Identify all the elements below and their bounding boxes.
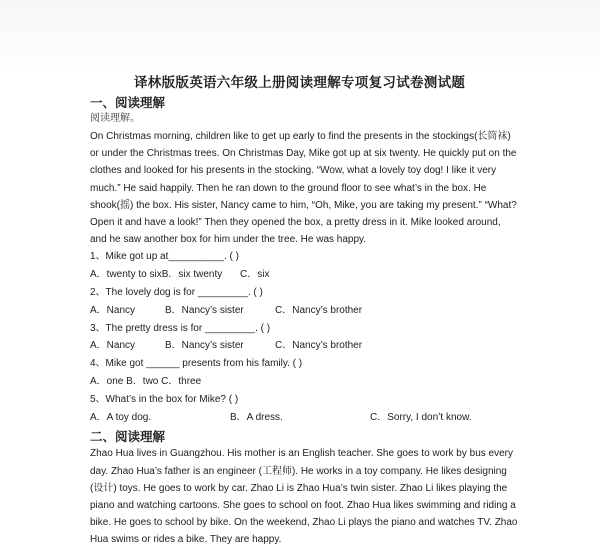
option-a: A．twenty to sixB．six twenty [90,269,223,281]
section-1-heading: 一、阅读理解 [90,95,166,110]
option-a: A．Nancy [90,340,136,352]
passage-line: and he saw another box for him under the tree. He was happy. [90,234,367,246]
passage-line: day. Zhao Hua’s father is an engineer (工程师). He works in a toy company. He likes designing [90,465,507,477]
section-1-instruction: 阅读理解。 [90,113,140,124]
option-c: C．six [240,269,270,281]
passage-line: or under the Christmas trees. On Christmas Day, Mike got up at six twenty. He quickly put on the [90,148,517,160]
option-c: C．Nancy’s brother [275,340,363,352]
option-b: B．A dress. [230,411,283,423]
option-c: C．Sorry, I don’t know. [370,411,472,423]
question-2-options [90,302,582,320]
passage-line: Zhao Hua lives in Guangzhou. His mother is an English teacher. She goes to work by bus every [90,448,514,460]
section-1-questions [90,248,582,426]
question-1-options [90,266,582,284]
section-2-heading: 二、阅读理解 [90,429,166,445]
option-a: A．A toy dog. [90,411,152,423]
passage-line: Hua swims or rides a bike. They are happy. [90,534,282,546]
question-5: 5、What’s in the box for Mike? ( ) [90,393,239,405]
option-c: C．Nancy’s brother [275,304,363,316]
passage-line: Open it and have a look!” Then they opened the box, a pretty dress in it. Mike looked around, [90,217,501,229]
passage-line: much.” He said happily. Then he ran down to the ground floor to see what’s in the box. He [90,182,487,194]
passage-line: clothes and looked for his presents in the stocking. “Wow, what a lovely toy dog! I like it very [90,165,497,177]
question-3-options [90,337,582,355]
question-4-options [90,373,582,391]
option-b: B．Nancy’s sister [165,340,244,352]
passage-line: bike. He goes to school by bike. On the weekend, Zhao Li plays the piano and watches TV. Zhao [90,517,518,529]
passage-line: shook(摇) the box. His sister, Nancy came to him, “Oh, Mike, you are taking my present.” “What? [90,199,517,211]
passage-line: piano and watching cartoons. She goes to school on foot. Zhao Hua likes swimming and riding a [90,500,516,511]
question-3: 3、The pretty dress is for _________. ( ) [90,322,271,334]
passage-line: (设计) toys. He goes to work by car. Zhao Li is Zhao Hua’s twin sister. Zhao Li likes playing the [90,482,508,494]
passage-line: On Christmas morning, children like to get up early to find the presents in the stockings(长筒袜) [90,131,511,142]
option-b: B．Nancy’s sister [165,304,244,316]
option-a: A．Nancy [90,304,136,316]
question-1: 1、Mike got up at__________. ( ) [90,251,239,263]
page-title: 译林版版英语六年级上册阅读理解专项复习试卷测试题 [134,75,466,91]
option-abc: A．one B．two C．three [90,376,202,387]
section-2-passage [90,445,582,548]
question-5-options [90,409,582,427]
section-1-passage [90,128,582,248]
question-2: 2、The lovely dog is for _________. ( ) [90,287,263,299]
question-4: 4、Mike got ______ presents from his family. ( ) [90,358,303,370]
